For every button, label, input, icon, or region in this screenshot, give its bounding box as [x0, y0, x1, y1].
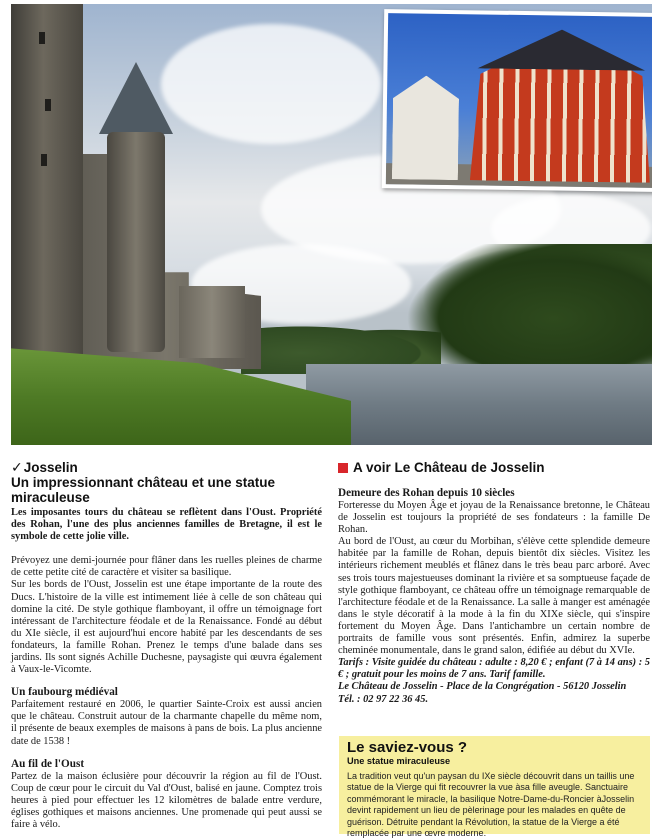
- left-column: [11, 460, 322, 831]
- subheading: Un faubourg médiéval: [11, 686, 118, 699]
- phone-text: Tél. : 02 97 22 36 45.: [338, 693, 429, 705]
- tarifs-text: Tarifs : Visite guidée du château : adulte : 8,20 € ; enfant (7 à 14 ans) : 5 € ; gratuit pour les moins de 7 ans. Tarif famille.: [338, 657, 650, 681]
- castle-tower: [11, 4, 83, 354]
- right-column: [338, 460, 650, 706]
- inset-photo-timbered-houses: [382, 9, 652, 192]
- paragraph: Au bord de l'Oust, au cœur du Morbihan, s'élève cette splendide demeure habitée par la famille de Rohan, depuis bientôt dix siècles. Visitez les intérieurs richement meublés et flânez dans le très beau parc arboré. Avec ses trois tours majestueuses dominant la rivière et sa somptueuse façade de style gothique flamboyant, ce château offre un témoignage remarquable de l'architecture féodale et de la Renaissance. La salle à manger est aménagée dans le style décoratif à la mode à la fin du XIXe siècle, qui s'inspire fortement du Moyen Âge. Dans l'antichambre un certain nombre de portraits de famille vous sont présentés. Enfin, admirez la superbe cheminée monumentale, dans le grand salon, édifiée au début du XVIe.: [338, 536, 650, 657]
- river-oust: [306, 364, 652, 445]
- section-heading: A voir Le Château de Josselin: [338, 460, 650, 475]
- paragraph: Parfaitement restauré en 2006, le quartier Sainte-Croix est aussi ancien que le château. Construit autour de la charmante chapelle du même nom, il présente de beaux exemples de maisons à pans de bois. La plus ancienne date de 1538 !: [11, 699, 322, 747]
- address-text: Le Château de Josselin - Place de la Congrégation - 56120 Josselin: [338, 681, 627, 693]
- did-you-know-box: [339, 736, 650, 839]
- subheading: Au fil de l'Oust: [11, 757, 85, 770]
- article-headline: Un impressionnant château et une statue miraculeuse: [11, 475, 276, 505]
- paragraph: Prévoyez une demi-journée pour flâner dans les ruelles pleines de charme de cette petite cité de caractère et visiter sa basilique.: [11, 555, 322, 579]
- paragraph: Partez de la maison éclusière pour découvrir la région au fil de l'Oust. Coup de cœur pour le circuit du Val d'Oust, balisé en jaune. Comptez trois heures à pied pour effectuer les 12 kilomètres de balade entre verdure, églises gothiques et maisons anciennes. Une promenade qui peut aussi se faire à vélo.: [11, 770, 322, 830]
- paragraph: Forteresse du Moyen Âge et joyau de la Renaissance bretonne, le Château de Josselin est toujours la propriété de ses fondateurs : la famille De Rohan.: [338, 500, 650, 536]
- kicker-title: ✓Josselin: [11, 459, 78, 475]
- paragraph: Sur les bords de l'Oust, Josselin est une étape importante de la route des Ducs. L'histoire de la ville est intimement liée à celle de son château qui domine la cité. De style gothique flamboyant, il offre un témoignage fort intéressant de l'architecture féodale et de la Renaissance. Fondé au début du XIe siècle, il est aujourd'hui encore habité par les descendants de ses fondateurs, la famille Rohan. Prenez le temps d'une balade dans ses jardins. Ils sont signés Achille Duchesne, paysagiste qui œuvra également à Vaux-le-Vicomte.: [11, 579, 322, 676]
- box-body: La tradition veut qu'un paysan du IXe siècle découvrit dans un taillis une statue de la Vierge qui fit recouvrer la vue àsa fille aveugle. Sanctuaire commémorant le miracle, la basilique Notre-Dame-du-Roncier àJosselin devint rapidement un lieu de pèlerinage pour les malades en quête de guérison. Détruite pendant la Révolution, la statue de la Vierge a été remplacée par une œvre moderne.: [347, 771, 635, 839]
- castle-photo: [11, 4, 652, 445]
- lead-paragraph: Les imposantes tours du château se reflètent dans l'Oust. Propriété des Rohan, l'une des plus anciennes familles de Bretagne, il est le symbole de cette jolie ville.: [11, 507, 322, 543]
- box-title: Le saviez-vous ?: [347, 739, 468, 756]
- subheading: Demeure des Rohan depuis 10 siècles: [338, 487, 515, 499]
- red-square-icon: [338, 463, 348, 473]
- box-subtitle: Une statue miraculeuse: [347, 756, 451, 766]
- check-icon: ✓: [11, 459, 23, 475]
